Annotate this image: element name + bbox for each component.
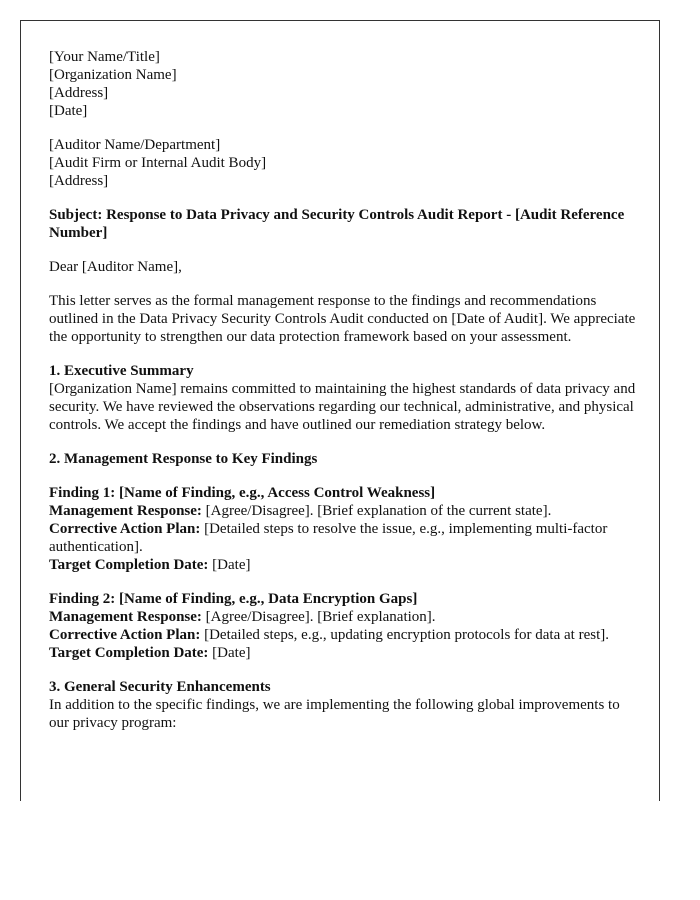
finding-1-date — [49, 556, 641, 574]
letter-content — [49, 48, 641, 748]
subject-line: Subject: Response to Data Privacy and Security Controls Audit Report - [Audit Reference Number] — [49, 207, 625, 241]
recipient-address: [Address] — [49, 173, 109, 189]
finding-1-title: Finding 1: [Name of Finding, e.g., Access Control Weakness] — [49, 485, 436, 501]
finding-2-plan-value: [Detailed steps, e.g., updating encryption protocols for data at rest]. — [200, 627, 609, 643]
key-findings-heading: 2. Management Response to Key Findings — [49, 451, 318, 467]
finding-2-date-label: Target Completion Date: — [49, 645, 209, 661]
sender-organization: [Organization Name] — [49, 67, 177, 83]
executive-summary-heading: 1. Executive Summary — [49, 363, 194, 379]
salutation: Dear [Auditor Name], — [49, 259, 182, 275]
executive-summary-body: [Organization Name] remains committed to maintaining the highest standards of data privacy and security. We have reviewed the observations regarding our technical, administrative, and physical controls. We accept the findings and have outlined our remediation strategy below. — [49, 381, 636, 433]
sender-name-title: [Your Name/Title] — [49, 49, 160, 65]
recipient-firm: [Audit Firm or Internal Audit Body] — [49, 155, 267, 171]
finding-2-date-value: [Date] — [208, 645, 251, 661]
sender-block — [49, 48, 641, 120]
finding-1-date-label: Target Completion Date: — [49, 557, 209, 573]
sender-address: [Address] — [49, 85, 109, 101]
finding-2-date — [49, 644, 641, 662]
executive-summary-section — [49, 362, 641, 434]
finding-2-response-label: Management Response: — [49, 609, 202, 625]
enhancements-body: In addition to the specific findings, we are implementing the following global improvements to our privacy program: — [49, 697, 620, 731]
finding-1 — [49, 484, 641, 574]
enhancements-heading: 3. General Security Enhancements — [49, 679, 271, 695]
finding-1-date-value: [Date] — [208, 557, 251, 573]
letter-page — [20, 20, 660, 801]
finding-1-response-value: [Agree/Disagree]. [Brief explanation of the current state]. — [201, 503, 552, 519]
intro-paragraph: This letter serves as the formal management response to the findings and recommendations outlined in the Data Privacy Security Controls Audit conducted on [Date of Audit]. We appreciate the opportunity to strengthen our data protection framework based on your assessment. — [49, 293, 636, 345]
finding-2-title: Finding 2: [Name of Finding, e.g., Data Encryption Gaps] — [49, 591, 418, 607]
finding-2-plan-label: Corrective Action Plan: — [49, 627, 201, 643]
recipient-name-department: [Auditor Name/Department] — [49, 137, 221, 153]
finding-1-plan-value: [Detailed steps to resolve the issue, e.g., implementing multi-factor authentication]. — [49, 521, 608, 555]
finding-1-response — [49, 502, 641, 520]
finding-1-plan — [49, 520, 641, 556]
sender-date: [Date] — [49, 103, 88, 119]
enhancements-section — [49, 678, 641, 732]
finding-1-plan-label: Corrective Action Plan: — [49, 521, 201, 537]
finding-2 — [49, 590, 641, 662]
finding-2-response — [49, 608, 641, 626]
finding-1-response-label: Management Response: — [49, 503, 202, 519]
finding-2-response-value: [Agree/Disagree]. [Brief explanation]. — [201, 609, 436, 625]
recipient-block — [49, 136, 641, 190]
finding-2-plan — [49, 626, 641, 644]
